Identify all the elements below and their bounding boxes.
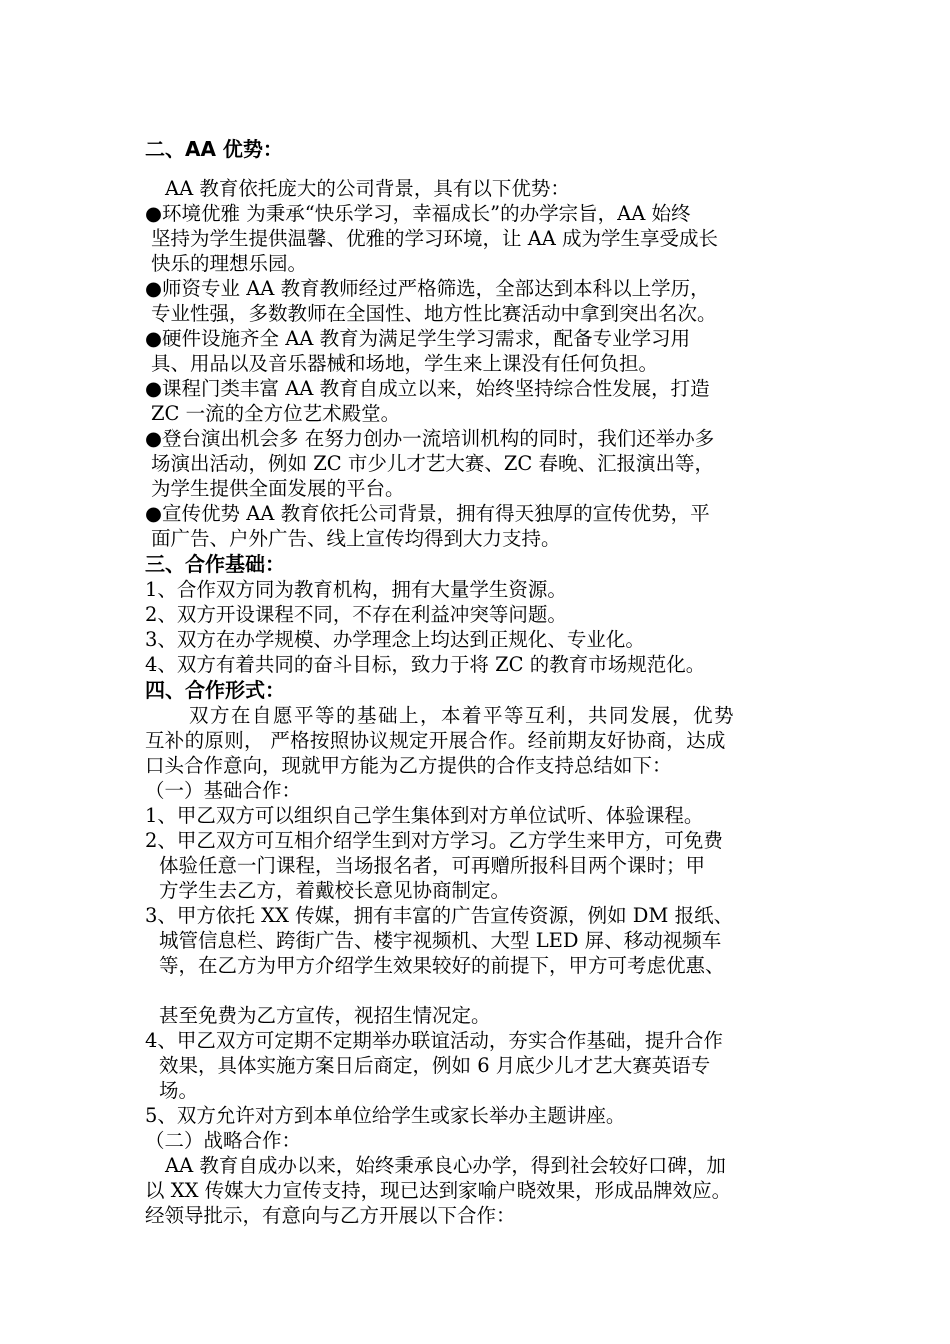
advantage-line: ●硬件设施齐全 AA 教育为满足学生学习需求，配备专业学习用 xyxy=(145,327,691,350)
basic-item-line: 效果，具体实施方案日后商定，例如 6 月底少儿才艺大赛英语专 xyxy=(159,1054,711,1077)
basic-item-line: 城管信息栏、跨街广告、楼宇视频机、大型 LED 屏、移动视频车 xyxy=(159,929,722,952)
advantage-item-performance xyxy=(145,426,815,501)
advantage-item-facilities xyxy=(145,326,815,376)
advantages-intro: AA 教育依托庞大的公司背景，具有以下优势： xyxy=(165,177,570,200)
basic-item-line: 5、双方允许对方到本单位给学生或家长举办主题讲座。 xyxy=(145,1104,626,1127)
form-paragraph-line: 口头合作意向，现就甲方能为乙方提供的合作支持总结如下： xyxy=(145,754,672,777)
advantage-line: 专业性强，多数教师在全国性、地方性比赛活动中拿到突出名次。 xyxy=(151,302,717,325)
advantage-line: 坚持为学生提供温馨、优雅的学习环境，让 AA 成为学生享受成长 xyxy=(151,227,719,250)
form-paragraph-line: 双方在自愿平等的基础上，本着平等互利，共同发展，优势 xyxy=(189,704,736,727)
blank-line xyxy=(145,978,815,1003)
basic-item-line: 等，在乙方为甲方介绍学生效果较好的前提下，甲方可考虑优惠、 xyxy=(159,954,725,977)
subsection-title-basic: （一）基础合作： xyxy=(145,779,302,802)
document-body xyxy=(145,136,815,1228)
basic-item-line: 3、甲方依托 XX 传媒，拥有丰富的广告宣传资源，例如 DM 报纸、 xyxy=(145,904,734,927)
basis-item: 2、双方开设课程不同，不存在利益冲突等问题。 xyxy=(145,603,567,626)
basic-item-line: 体验任意一门课程，当场报名者，可再赠所报科目两个课时；甲 xyxy=(159,854,706,877)
advantage-line: 场演出活动，例如 ZC 市少儿才艺大赛、ZC 春晚、汇报演出等， xyxy=(151,452,715,475)
section-heading-advantages: 二、AA 优势： xyxy=(145,137,283,161)
strategic-paragraph-line: 经领导批示，有意向与乙方开展以下合作： xyxy=(145,1204,516,1227)
advantage-item-publicity xyxy=(145,501,815,551)
section-heading-cooperation-basis: 三、合作基础： xyxy=(145,552,285,576)
basis-item: 1、合作双方同为教育机构，拥有大量学生资源。 xyxy=(145,578,567,601)
form-paragraph-line: 互补的原则， 严格按照协议规定开展合作。经前期友好协商，达成 xyxy=(145,729,726,752)
advantage-line: ●宣传优势 AA 教育依托公司背景，拥有得天独厚的宣传优势，平 xyxy=(145,502,710,525)
advantage-line: ●课程门类丰富 AA 教育自成立以来，始终坚持综合性发展，打造 xyxy=(145,377,710,400)
basis-item: 3、双方在办学规模、办学理念上均达到正规化、专业化。 xyxy=(145,628,645,651)
advantage-line: 快乐的理想乐园。 xyxy=(151,252,308,275)
advantage-line: 为学生提供全面发展的平台。 xyxy=(151,477,405,500)
basis-item: 4、双方有着共同的奋斗目标，致力于将 ZC 的教育市场规范化。 xyxy=(145,653,706,676)
advantage-item-teachers xyxy=(145,276,815,326)
basic-item-line: 甚至免费为乙方宣传，视招生情况定。 xyxy=(159,1004,491,1027)
advantage-line: ●师资专业 AA 教育教师经过严格筛选，全部达到本科以上学历， xyxy=(145,277,710,300)
basic-item-line: 方学生去乙方，着戴校长意见协商制定。 xyxy=(159,879,511,902)
advantage-item-environment xyxy=(145,201,815,276)
strategic-paragraph-line: 以 XX 传媒大力宣传支持，现已达到家喻户晓效果，形成品牌效应。 xyxy=(145,1179,732,1202)
strategic-paragraph-line: AA 教育自成办以来，始终秉承良心办学，得到社会较好口碑，加 xyxy=(165,1154,726,1177)
basic-item-line: 2、甲乙双方可互相介绍学生到对方学习。乙方学生来甲方，可免费 xyxy=(145,829,723,852)
section-heading-cooperation-form: 四、合作形式： xyxy=(145,678,285,702)
advantage-line: ●登台演出机会多 在努力创办一流培训机构的同时，我们还举办多 xyxy=(145,427,715,450)
advantage-line: 面广告、户外广告、线上宣传均得到大力支持。 xyxy=(151,527,561,550)
basic-item-line: 4、甲乙双方可定期不定期举办联谊活动，夯实合作基础，提升合作 xyxy=(145,1029,723,1052)
basic-item-line: 1、甲乙双方可以组织自己学生集体到对方单位试听、体验课程。 xyxy=(145,804,704,827)
basic-item-line: 场。 xyxy=(159,1079,199,1102)
advantage-item-courses xyxy=(145,376,815,426)
advantage-line: ZC 一流的全方位艺术殿堂。 xyxy=(151,402,401,425)
advantage-line: 具、用品以及音乐器械和场地，学生来上课没有任何负担。 xyxy=(151,352,659,375)
subsection-title-strategic: （二）战略合作： xyxy=(145,1129,302,1152)
advantage-line: ●环境优雅 为秉承“快乐学习，幸福成长”的办学宗旨，AA 始终 xyxy=(145,202,691,225)
